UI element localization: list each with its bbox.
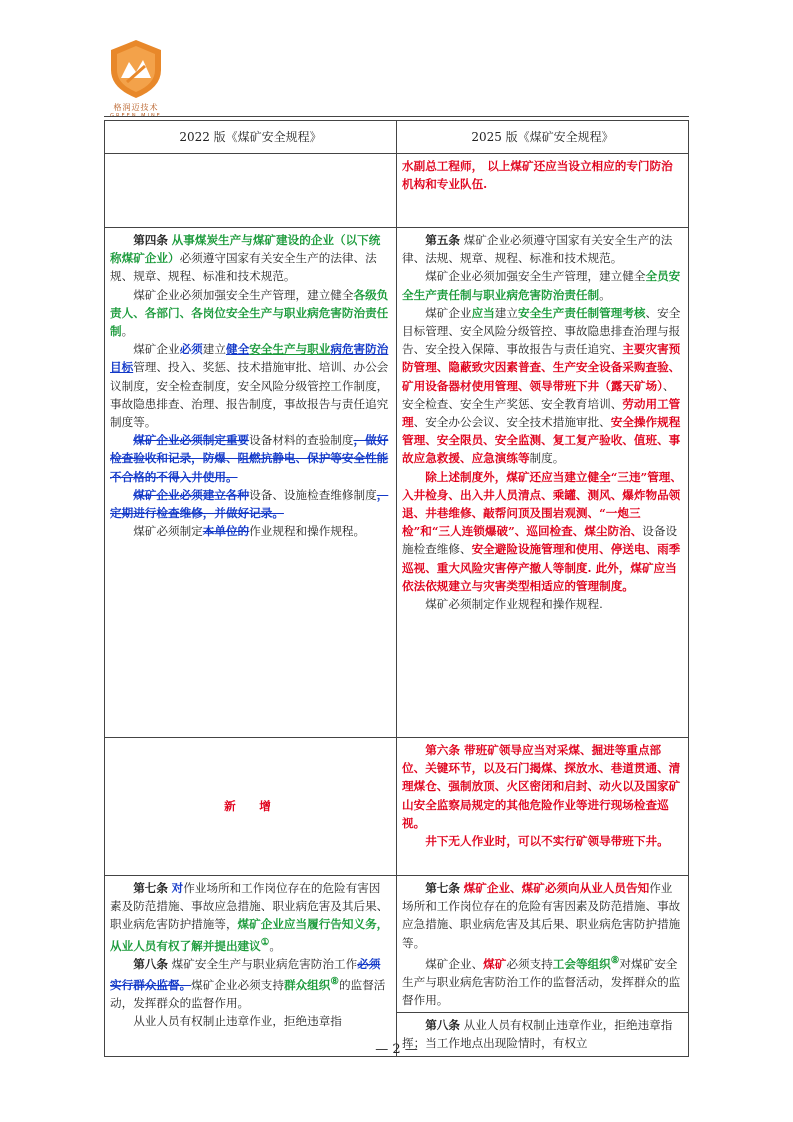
para [110, 231, 391, 286]
blue-deleted-text: 本单位的 [202, 524, 250, 539]
text: 煤矿企业必须支持 [191, 977, 284, 992]
para [110, 879, 391, 955]
text: 的监督活动，发挥群众的监督作用。 [110, 977, 386, 1010]
text: 设备、设施检查维修制度 [249, 487, 377, 502]
comparison-table [104, 120, 689, 1057]
table-header-row [105, 121, 689, 154]
red-text: 井下无人作业时，可以不实行矿领导带班下井。 [425, 834, 669, 849]
text: 建立 [494, 305, 518, 320]
footnote-mark: ⑧ [610, 954, 620, 966]
row2-right [397, 738, 689, 876]
green-text: 工会等组织 [552, 956, 611, 971]
row2-left-new: 新 增 [105, 738, 397, 876]
para [402, 231, 683, 267]
para [402, 304, 683, 468]
text: 煤矿企业 [425, 305, 472, 320]
blue-deleted-text: ，做好检查验收和记录，防爆、阻燃抗静电、保护等安全性能不合格的不得入井使用。 [110, 433, 389, 484]
text: 作业场所和工作岗位存在的危险有害因素及防范措施、事故应急措施、职业病危害及其后果、职业病危害防护措施等， [110, 881, 389, 932]
article-label: 第六条 [425, 743, 460, 757]
table-row [105, 228, 689, 738]
text: 煤矿企业、 [425, 956, 484, 971]
blue-text: 对 [171, 881, 184, 895]
article-label: 第八条 [133, 956, 168, 971]
blue-deleted-text: 煤矿企业必须制定重要 [133, 433, 250, 448]
green-text: 应当 [471, 305, 495, 320]
article-label: 第五条 [425, 233, 460, 247]
article-label: 第八条 [425, 1018, 460, 1033]
row0-left [105, 154, 397, 228]
row3-left [105, 876, 397, 1057]
para [110, 955, 391, 1012]
para [110, 1012, 391, 1030]
green-text: 从事煤炭生产与煤矿建设的企业（以下统称煤矿企业） [110, 233, 381, 266]
text: 。 [269, 938, 282, 953]
text: 煤矿企业必须加强安全生产管理，建立健全 [425, 269, 646, 284]
para [402, 595, 683, 613]
text: 从业人员有权制止违章作业，拒绝违章指挥；当工作地点出现险情时，有权立 [402, 1018, 673, 1051]
para [110, 286, 391, 341]
para [402, 832, 683, 850]
para [110, 340, 391, 431]
row3-right-a [397, 876, 689, 1013]
green-text: 安全生产责任制管理考核 [517, 305, 646, 320]
green-text: 安全生产与职业 [249, 342, 331, 357]
para [402, 879, 683, 952]
para [110, 522, 391, 540]
text: 煤矿安全生产与职业病危害防治工作 [171, 956, 358, 971]
text: 设备材料的查验制度 [249, 433, 354, 448]
text: 必须遵守国家有关安全生产的法律、法规、规章、规程、标准和技术规范。 [110, 251, 377, 284]
red-text: 劳动用工管理 [402, 396, 681, 430]
text: 建立 [202, 342, 226, 357]
text: 制度。 [529, 451, 565, 466]
text: 设备设施检查维修、 [402, 524, 678, 557]
text: 对煤矿安全生产与职业病危害防治工作的监督活动，发挥群众的监督作用。 [402, 956, 681, 1008]
row0-right-text: 水副总工程师， 以上煤矿还应当设立相应的专门防治机构和专业队伍. [402, 159, 673, 192]
text: 煤矿必须制定 [133, 524, 203, 539]
header-2022: 2022 版《煤矿安全规程》 [105, 121, 397, 154]
row0-right [397, 154, 689, 228]
text: 、安全检查、安全生产奖惩、安全教育培训、 [402, 378, 675, 411]
blue-text: 必须 [179, 342, 203, 357]
footnote-mark: ① [260, 936, 270, 948]
table-row [105, 876, 689, 1013]
text: 作业规程和操作规程。 [249, 524, 366, 539]
red-text: 除上述制度外，煤矿还应当建立健全“三违”管理、入井检身、出入井人员清点、乘罐、测风、爆炸物品领退、井巷维修、敲帮问顶及围岩观测、“一炮三检”和“三人连锁爆破”、巡回检查、煤尘防治、 [402, 469, 682, 539]
para [110, 486, 391, 522]
text: 管理、投入、奖惩、技术措施审批、培训、办公会议制度，安全检查制度，安全风险分级管控工作制度，事故隐患排查、治理、报告制度，事故报告与责任追究制度等。 [110, 360, 389, 430]
green-text: 煤矿企业应当履行告知义务，从业人员有权了解并提出建议 [110, 917, 389, 953]
header-rule [104, 116, 689, 117]
page-number: — 2 — [375, 1042, 418, 1057]
red-text: 煤矿 [483, 956, 507, 971]
blue-text: 健全 [225, 342, 250, 357]
text: 。 [599, 287, 611, 302]
para [402, 741, 683, 832]
blue-deleted-text: 必须实行群众监督。 [110, 956, 381, 992]
red-text: 安全避险设施管理和使用、停送电、雨季巡视、重大风险灾害停产撤人等制度. 此外，煤矿应当依法依规建立与灾害类型相适应的管理制度。 [402, 542, 681, 593]
article-label: 第四条 [133, 233, 168, 247]
para [402, 267, 683, 303]
text: 必须支持 [506, 956, 553, 971]
row1-right [397, 228, 689, 738]
text: 、安全办公会议、安全技术措施审批、 [413, 415, 611, 430]
text: 作业场所和工作岗位存在的危险有害因素及防范措施、事故应急措施、职业病危害及其后果、职业病危害防护措施等。 [402, 881, 681, 950]
table-row [105, 154, 689, 228]
text: 煤矿企业必须加强安全生产管理，建立健全 [133, 287, 354, 302]
blue-text: 病危害防治目标 [110, 342, 389, 375]
text: 煤矿企业必须遵守国家有关安全生产的法律、法规、规章、规程、标准和技术规范。 [402, 233, 673, 266]
green-text: 群众组织 [283, 977, 331, 992]
red-text: 安全操作规程管理、安全限员、安全监测、复工复产验收、值班、事故应急救援、应急演练等 [402, 415, 681, 466]
para [110, 431, 391, 486]
para [402, 952, 683, 1009]
para [402, 468, 683, 595]
row1-left [105, 228, 397, 738]
text: 煤矿必须制定作业规程和操作规程. [425, 597, 603, 612]
red-text: 带班矿领导应当对采煤、掘进等重点部位、关键环节，以及石门揭煤、探放水、巷道贯通、清理煤仓、强制放顶、火区密闭和启封、动火以及国家矿山安全监察局规定的其他危险作业等进行现场检查巡视。 [402, 743, 681, 830]
red-text: 煤矿企业、煤矿必须向从业人员告知 [463, 881, 650, 895]
article-label: 第七条 [133, 881, 168, 895]
article-label: 第七条 [425, 881, 460, 895]
text: 、安全目标管理、安全风险分级管控、事故隐患排查治理与报告、安全投入保障、事故报告与责任追究、 [402, 305, 681, 357]
red-text: 主要灾害预防管理、隐蔽致灾因素普查、生产安全设备采购查验、矿用设备器材使用管理、领导带班下井（露天矿场） [402, 342, 681, 393]
shield-logo-icon [107, 38, 165, 100]
logo-en-text: GREEN MINE [110, 113, 162, 119]
green-text: 全员安全生产责任制与职业病危害防治责任制 [402, 269, 681, 302]
blue-deleted-text: ，定期进行检查维修，并做好记录。 [110, 487, 389, 521]
header-2025: 2025 版《煤矿安全规程》 [397, 121, 689, 154]
text: 。 [121, 324, 134, 339]
footnote-mark: ⑧ [330, 975, 339, 987]
green-text: 各级负责人、各部门、各岗位安全生产与职业病危害防治责任制 [110, 287, 389, 339]
company-logo [100, 38, 172, 119]
text: 煤矿企业 [133, 342, 180, 357]
text: 从业人员有权制止违章作业，拒绝违章指 [133, 1014, 342, 1029]
blue-deleted-text: 煤矿企业必须建立各种 [133, 487, 250, 502]
logo-cn-text: 格润迈技术 [113, 103, 159, 112]
table-row [105, 738, 689, 876]
